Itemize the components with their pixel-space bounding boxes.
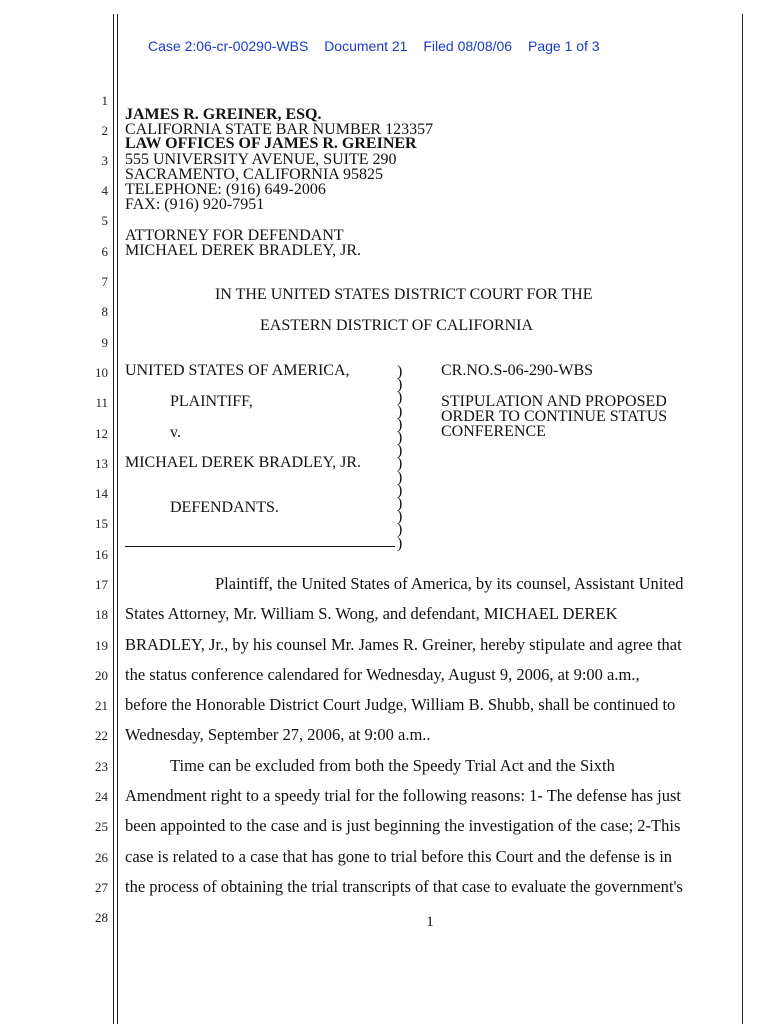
line-number: 9 xyxy=(101,335,108,350)
ecf-header-stamp xyxy=(148,38,612,54)
line-number: 14 xyxy=(95,486,108,501)
document-title-line3: CONFERENCE xyxy=(441,423,546,440)
line-number: 23 xyxy=(95,759,108,774)
attorney-role: ATTORNEY FOR DEFENDANT xyxy=(125,227,344,244)
line-number: 5 xyxy=(101,213,108,228)
body-line-22: Wednesday, September 27, 2006, at 9:00 a.m.. xyxy=(125,725,431,744)
document-title-line1: STIPULATION AND PROPOSED xyxy=(441,393,667,410)
firm-telephone: TELEPHONE: (916) 649-2006 xyxy=(125,181,326,198)
body-line-27: the process of obtaining the trial transcripts of that case to evaluate the government's xyxy=(125,877,683,896)
caption-underline xyxy=(125,546,395,547)
body-line-19: BRADLEY, Jr., by his counsel Mr. James R. Greiner, hereby stipulate and agree that xyxy=(125,635,682,654)
line-number: 20 xyxy=(95,668,108,683)
firm-fax: FAX: (916) 920-7951 xyxy=(125,196,265,213)
line-number: 4 xyxy=(101,183,108,198)
body-line-20: the status conference calendared for Wednesday, August 9, 2006, at 9:00 a.m., xyxy=(125,665,640,684)
line-number: 17 xyxy=(95,577,108,592)
line-number: 16 xyxy=(95,547,108,562)
line-number: 3 xyxy=(101,153,108,168)
client-name: MICHAEL DEREK BRADLEY, JR. xyxy=(125,242,362,259)
document-number-stamp: Document 21 xyxy=(324,38,408,54)
left-margin-rule xyxy=(113,14,114,1024)
filed-date-stamp: Filed 08/08/06 xyxy=(423,38,513,54)
line-number: 15 xyxy=(95,516,108,531)
page-number: 1 xyxy=(426,914,434,930)
court-title-line1: IN THE UNITED STATES DISTRICT COURT FOR THE xyxy=(215,286,593,303)
body-line-23: Time can be excluded from both the Speedy Trial Act and the Sixth xyxy=(170,756,615,775)
case-number-stamp: Case 2:06-cr-00290-WBS xyxy=(148,38,309,54)
attorney-bar-number: CALIFORNIA STATE BAR NUMBER 123357 xyxy=(125,121,434,138)
body-line-21: before the Honorable District Court Judge, William B. Shubb, shall be continued to xyxy=(125,695,676,714)
line-number: 19 xyxy=(95,638,108,653)
body-line-25: been appointed to the case and is just beginning the investigation of the case; 2-This xyxy=(125,816,681,835)
left-margin-rule-inner xyxy=(117,14,118,1024)
line-number: 13 xyxy=(95,456,108,471)
line-number: 21 xyxy=(95,698,108,713)
attorney-name: JAMES R. GREINER, ESQ. xyxy=(125,106,322,123)
line-number: 7 xyxy=(101,274,108,289)
line-number: 12 xyxy=(95,426,108,441)
line-number: 18 xyxy=(95,607,108,622)
line-number: 8 xyxy=(101,304,108,319)
line-number: 27 xyxy=(95,880,108,895)
body-line-18: States Attorney, Mr. William S. Wong, and defendant, MICHAEL DEREK xyxy=(125,604,618,623)
line-number: 24 xyxy=(95,789,108,804)
versus-label: v. xyxy=(170,424,181,441)
line-number: 25 xyxy=(95,819,108,834)
firm-street-address: 555 UNIVERSITY AVENUE, SUITE 290 xyxy=(125,151,397,168)
line-number: 26 xyxy=(95,850,108,865)
body-line-17: Plaintiff, the United States of America, by its counsel, Assistant United xyxy=(215,574,684,593)
firm-city-address: SACRAMENTO, CALIFORNIA 95825 xyxy=(125,166,383,183)
caption-paren-column: ) ) ) ) ) ) ) ) ) ) ) ) ) ) xyxy=(397,363,403,552)
defendant-label: DEFENDANTS. xyxy=(170,499,279,516)
line-number: 1 xyxy=(101,93,108,108)
document-title-line2: ORDER TO CONTINUE STATUS xyxy=(441,408,668,425)
case-number: CR.NO.S-06-290-WBS xyxy=(441,362,594,379)
law-firm-name: LAW OFFICES OF JAMES R. GREINER xyxy=(125,135,417,152)
line-number: 2 xyxy=(101,123,108,138)
body-line-26: case is related to a case that has gone to trial before this Court and the defense is in xyxy=(125,847,673,866)
line-number: 10 xyxy=(95,365,108,380)
plaintiff-party: UNITED STATES OF AMERICA, xyxy=(125,362,350,379)
plaintiff-label: PLAINTIFF, xyxy=(170,393,253,410)
page-count-stamp: Page 1 of 3 xyxy=(527,38,600,54)
defendant-party: MICHAEL DEREK BRADLEY, JR. xyxy=(125,454,362,471)
line-number: 28 xyxy=(95,910,108,925)
line-number: 22 xyxy=(95,728,108,743)
line-number: 6 xyxy=(101,244,108,259)
court-title-line2: EASTERN DISTRICT OF CALIFORNIA xyxy=(260,317,534,334)
right-margin-rule xyxy=(742,14,743,1024)
line-number: 11 xyxy=(95,395,108,410)
body-line-24: Amendment right to a speedy trial for the following reasons: 1- The defense has just xyxy=(125,786,681,805)
